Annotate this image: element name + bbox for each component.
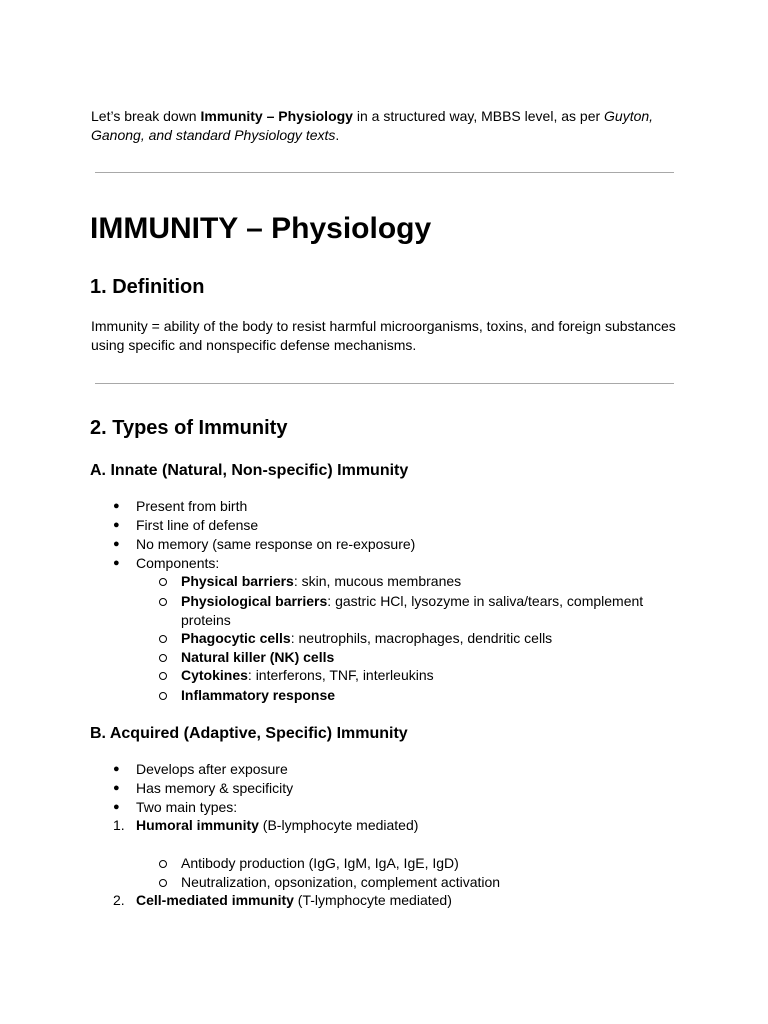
definition-heading: 1. Definition [90,276,205,298]
list-item: No memory (same response on re-exposure) [136,536,416,552]
intro-end: . [335,127,340,143]
list-item-continuation: proteins [181,612,231,628]
circle-bullet-icon [159,598,167,606]
list-item-humoral: Humoral immunity (B-lymphocyte mediated) [136,817,419,833]
list-item: Components: [136,555,220,571]
bullet-dot: ● [113,801,120,813]
list-item: Neutralization, opsonization, complement activation [181,874,501,890]
intro-mid: in a structured way, MBBS level, as per [352,108,605,124]
list-number: 1. [113,817,125,833]
bullet-dot: ● [113,763,120,775]
list-item: Present from birth [136,498,248,514]
list-item-cell-mediated: Cell-mediated immunity (T-lymphocyte mediated) [136,892,452,908]
circle-bullet-icon [159,635,167,643]
circle-bullet-icon [159,692,167,700]
definition-line-2: using specific and nonspecific defense mechanisms. [91,337,417,353]
list-item: Phagocytic cells: neutrophils, macrophages, dendritic cells [181,630,553,646]
types-heading: 2. Types of Immunity [90,417,288,439]
list-item: Develops after exposure [136,761,288,777]
definition-line-1: Immunity = ability of the body to resist harmful microorganisms, toxins, and foreign substances [91,318,676,334]
bullet-dot: ● [113,557,120,569]
divider-1 [95,172,674,173]
intro-italic-1: Guyton, [604,108,654,124]
bullet-dot: ● [113,500,120,512]
intro-pre: Let’s break down [91,108,201,124]
innate-heading: A. Innate (Natural, Non-specific) Immunity [90,462,409,479]
circle-bullet-icon [159,860,167,868]
bullet-dot: ● [113,519,120,531]
intro-bold: Immunity – Physiology [200,108,353,124]
intro-line-2 [91,126,339,145]
list-item: Physical barriers: skin, mucous membranes [181,573,462,589]
list-item: Has memory & specificity [136,780,294,796]
circle-bullet-icon [159,654,167,662]
circle-bullet-icon [159,578,167,586]
circle-bullet-icon [159,879,167,887]
list-item: Inflammatory response [181,687,336,703]
list-item: Two main types: [136,799,238,815]
list-item: Natural killer (NK) cells [181,649,335,665]
intro-italic-2: Ganong, and standard Physiology texts [91,127,336,143]
list-number: 2. [113,892,125,908]
bullet-dot: ● [113,538,120,550]
page-title: IMMUNITY – Physiology [90,212,432,245]
intro-line-1 [91,107,653,126]
bullet-dot: ● [113,782,120,794]
circle-bullet-icon [159,672,167,680]
list-item: Cytokines: interferons, TNF, interleukins [181,667,434,683]
acquired-heading: B. Acquired (Adaptive, Specific) Immunity [90,725,408,742]
list-item: Antibody production (IgG, IgM, IgA, IgE, IgD) [181,855,459,871]
divider-2 [95,383,674,384]
list-item: First line of defense [136,517,259,533]
list-item: Physiological barriers: gastric HCl, lysozyme in saliva/tears, complement [181,593,644,609]
